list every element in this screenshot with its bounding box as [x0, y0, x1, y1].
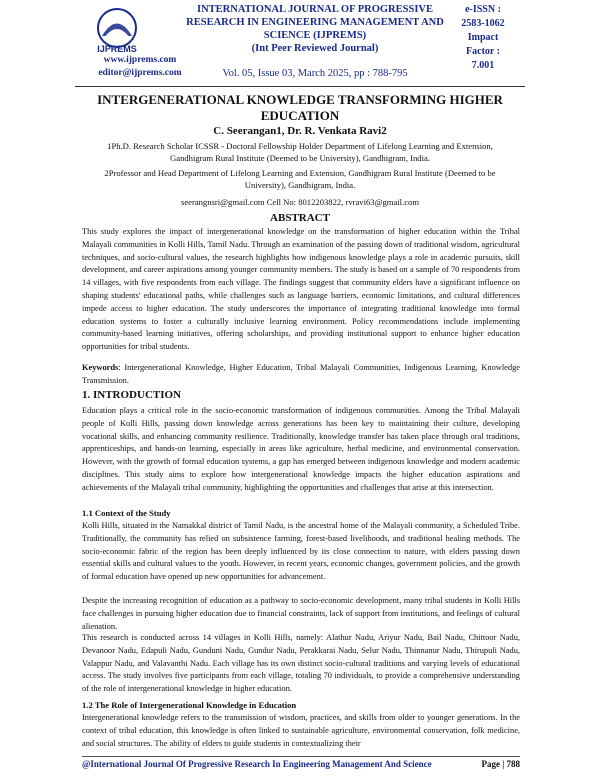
email-link[interactable]: editor@ijprems.com: [98, 68, 182, 78]
context-paragraph-2: Despite the increasing recognition of education as a pathway to socio-economic development, many tribal students in Kolli Hills face challenges in pursuing higher education due to financial constraints, lack of support from institutions, and feelings of cultural alienation.: [82, 596, 520, 631]
affiliation-2: 2Professor and Head Department of Lifelong Learning and Extension, Gandhigram Rural Institute (Deemed to be University), Gandhigram, India.: [104, 168, 496, 190]
keywords-text: : Intergenerational Knowledge, Higher Education, Tribal Malayali Communities, Indigenous Learning, Knowledge Transmission.: [82, 363, 520, 385]
intro-paragraph: Education plays a critical role in the socio-economic transformation of indigenous communities. Among the Tribal Malayali people of Kolli Hills, passing down knowledge across generations has been key to maintaining their culture, developing vocational skills, and enhancing community resilience. Traditionally, knowledge transfer has taken place through oral traditions, apprenticeships, and hands-on learning, especially in areas like agriculture, herbal medicine, and environmental conservation. However, with the growth of formal education systems, a gap has emerged between indigenous knowledge and modern academic disciplines. This study aims to explore how intergenerational knowledge impacts the higher education aspirations and achievements of the Malayali tribal community, highlighting the opportunities and challenges that arise at this intersection.: [82, 406, 520, 492]
eissn-label: e-ISSN :: [465, 4, 501, 15]
abstract-heading: ABSTRACT: [270, 212, 330, 224]
contact-info: seerangnsri@gmail.com Cell No: 8012203822, rvravi63@gmail.com: [180, 197, 420, 207]
impact-factor: 7.001: [471, 60, 495, 71]
eissn-value: 2583-1062: [461, 18, 505, 29]
footer-journal: @International Journal Of Progressive Research In Engineering Management And Science: [82, 759, 432, 769]
context-paragraph-1: Kolli Hills, situated in the Namakkal district of Tamil Nadu, is the ancestral home of the Malayali community, a Scheduled Tribe. Traditionally, the community has relied on subsistence farming, forest-based livelihoods, and traditional healing methods. The socio-economic fabric of the region has been deeply influenced by its close connection to nature, with elders passing down essential skills and cultural values to the youth. However, in recent years, economic changes, government policies, and the growth of formal education have opened up new opportunities for advancement.: [82, 521, 520, 582]
context-paragraph-3: This research is conducted across 14 villages in Kolli Hills, namely: Alathur Nadu, Ariyur Nadu, Bail Nadu, Chittoor Nadu, Devanoor Nadu, Edapuli Nadu, Gunduni Nadu, Gundur Nadu, Perakkarai Nadu, Selur Nadu, Thinnanur Nadu, Thirupuli Nadu, Valappur Nadu, and Valavanthi Nadu. Each village has its own distinct socio-cultural traditions and varying levels of educational access. The study involves five participants from each village, totaling 70 individuals, to provide a comprehensive understanding of the role of intergenerational knowledge in higher education.: [82, 633, 520, 694]
section-context: 1.1 Context of the Study: [82, 508, 171, 518]
header-divider: [75, 86, 525, 87]
factor-label: Factor :: [466, 46, 500, 57]
impact-label: Impact: [467, 32, 499, 43]
paper-title: INTERGENERATIONAL KNOWLEDGE TRANSFORMING HIGHER EDUCATION: [97, 92, 503, 123]
paper-authors: C. Seerangan1, Dr. R. Venkata Ravi2: [213, 125, 387, 137]
section-introduction: 1. INTRODUCTION: [82, 389, 182, 401]
volume-info: Vol. 05, Issue 03, March 2025, pp : 788-795: [222, 68, 408, 79]
role-paragraph: Intergenerational knowledge refers to the transmission of wisdom, practices, and skills from older to younger generations. In the context of tribal education, this knowledge is often linked to sustainable agriculture, environmental conservation, folk medicine, and social structures. The ability of elders to guide students in contextualizing their: [82, 713, 520, 748]
journal-title: INTERNATIONAL JOURNAL OF PROGRESSIVE RESEARCH IN ENGINEERING MANAGEMENT AND SCIENCE (IJPREMS): [186, 4, 444, 41]
page-number: Page | 788: [481, 759, 520, 769]
journal-logo: [90, 6, 145, 56]
logo-text: IJPREMS: [97, 44, 137, 54]
peer-reviewed: (Int Peer Reviewed Journal): [251, 43, 379, 54]
website-link[interactable]: www.ijprems.com: [103, 55, 177, 65]
keywords-label: Keywords: [82, 363, 119, 372]
affiliation-1: 1Ph.D. Research Scholar ICSSR - Doctoral Fellowship Holder Department of Lifelong Learning and Extension, Gandhigram Rural Institute (Deemed to be University), Gandhigram, India.: [107, 141, 493, 163]
keywords: [82, 362, 520, 388]
abstract-text: This study explores the impact of intergenerational knowledge on the transformation of higher education within the Tribal Malayali communities in Kolli Hills, Tamil Nadu. Through an examination of the passing down of traditional wisdom, agricultural techniques, and socio-cultural values, the research highlights how indigenous knowledge plays a role in academic pursuits, skill development, and career aspirations among younger community members. The study is based on a sample of 70 respondents from 14 villages, with five respondents from each village. The findings suggest that community elders have a significant influence on shaping students' educational paths, while challenges such as language barriers, economic limitations, and cultural differences impede access to higher education. The study underscores the importance of integrating traditional knowledge into formal education systems to foster a culturally inclusive learning environment. Policy recommendations include implementing community-based learning initiatives, offering scholarships, and providing institutional support to enhance higher education opportunities for tribal students.: [82, 227, 520, 352]
section-role: 1.2 The Role of Intergenerational Knowledge in Education: [82, 700, 297, 710]
footer-divider: [82, 756, 520, 757]
